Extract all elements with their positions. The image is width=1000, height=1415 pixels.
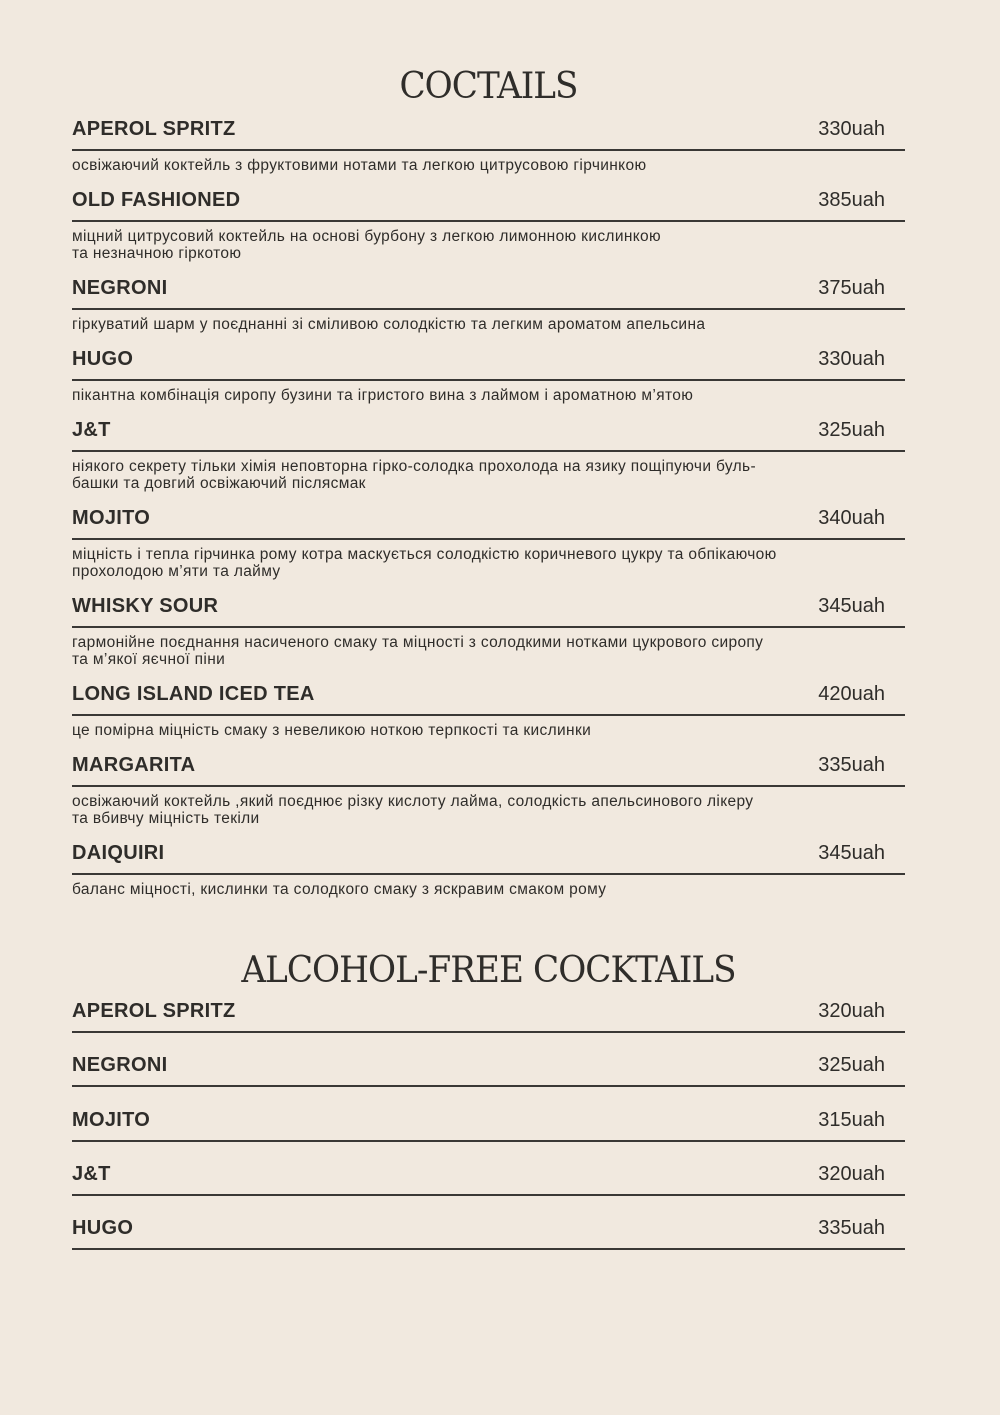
item-price: 320uah: [818, 1162, 885, 1185]
item-name: MOJITO: [72, 507, 151, 529]
menu-item: [72, 503, 905, 591]
alcohol-free-list: [72, 996, 905, 1267]
item-name: NEGRONI: [72, 1054, 168, 1077]
menu-item: [72, 415, 905, 503]
item-price: 320uah: [818, 1000, 885, 1022]
item-price: 325uah: [818, 419, 885, 441]
menu-item-row: [72, 344, 905, 381]
menu-item: [72, 114, 905, 185]
menu-item: [72, 679, 905, 750]
menu-item: [72, 1159, 905, 1213]
item-description: освіжаючий коктейль з фруктовими нотами та легкою цитрусовою гірчинкою: [72, 157, 647, 174]
item-name: DAIQUIRI: [72, 842, 165, 864]
item-name: APEROL SPRITZ: [72, 118, 236, 140]
item-name: HUGO: [72, 1217, 134, 1240]
menu-item-row: [72, 273, 905, 310]
item-name: NEGRONI: [72, 277, 168, 299]
menu-item-row: [72, 1050, 905, 1087]
item-description: міцний цитрусовий коктейль на основі бурбону з легкою лимонною кислинкою та незначною гіркотою: [72, 228, 661, 262]
item-price: 375uah: [818, 277, 885, 299]
menu-item-row: [72, 1213, 905, 1250]
item-price: 340uah: [818, 507, 885, 529]
menu-item: [72, 185, 905, 273]
menu-item-row: [72, 591, 905, 628]
menu-item: [72, 591, 905, 679]
item-description: міцність і тепла гірчинка рому котра маскується солодкістю коричневого цукру та обпікаючою прохолодою м’яти та лайму: [72, 546, 777, 580]
item-description: освіжаючий коктейль ,який поєднює різку кислоту лайма, солодкість апельсинового лікеру та вбивчу міцність текіли: [72, 793, 754, 827]
item-price: 315uah: [818, 1108, 885, 1131]
menu-item-row: [72, 1105, 905, 1142]
menu-item: [72, 1050, 905, 1104]
menu-item-row: [72, 503, 905, 540]
menu-item-row: [72, 185, 905, 222]
item-name: OLD FASHIONED: [72, 189, 241, 211]
item-name: WHISKY SOUR: [72, 595, 219, 617]
item-price: 330uah: [818, 348, 885, 370]
cocktails-section-title: COCTAILS: [399, 66, 578, 107]
item-price: 330uah: [818, 118, 885, 140]
menu-item-row: [72, 114, 905, 151]
item-name: MARGARITA: [72, 754, 196, 776]
menu-item-row: [72, 996, 905, 1033]
cocktails-list: [72, 114, 905, 909]
item-price: 345uah: [818, 595, 885, 617]
item-price: 420uah: [818, 683, 885, 705]
item-name: J&T: [72, 419, 111, 441]
menu-item: [72, 344, 905, 415]
item-description: баланс міцності, кислинки та солодкого смаку з яскравим смаком рому: [72, 881, 607, 898]
menu-item: [72, 838, 905, 909]
menu-item: [72, 996, 905, 1050]
item-name: J&T: [72, 1162, 111, 1185]
item-description: гіркуватий шарм у поєднанні зі сміливою солодкістю та легким ароматом апельсина: [72, 316, 706, 333]
menu-item-row: [72, 838, 905, 875]
item-description: гармонійне поєднання насиченого смаку та міцності з солодкими нотками цукрового сиропу та м’якої яєчної піни: [72, 634, 764, 668]
alcohol-free-section-title: ALCOHOL-FREE COCKTAILS: [241, 950, 736, 991]
menu-item-row: [72, 1159, 905, 1196]
item-name: HUGO: [72, 348, 134, 370]
item-price: 335uah: [818, 1217, 885, 1240]
menu-item: [72, 750, 905, 838]
item-price: 385uah: [818, 189, 885, 211]
item-name: LONG ISLAND ICED TEA: [72, 683, 315, 705]
item-name: MOJITO: [72, 1108, 151, 1131]
menu-item: [72, 273, 905, 344]
menu-item-row: [72, 679, 905, 716]
item-description: це помірна міцність смаку з невеликою ноткою терпкості та кислинки: [72, 722, 592, 739]
item-price: 335uah: [818, 754, 885, 776]
menu-item-row: [72, 750, 905, 787]
item-name: APEROL SPRITZ: [72, 1000, 236, 1022]
menu-item: [72, 1213, 905, 1267]
menu-item: [72, 1105, 905, 1159]
item-price: 325uah: [818, 1054, 885, 1077]
item-price: 345uah: [818, 842, 885, 864]
item-description: ніякого секрету тільки хімія неповторна гірко-солодка прохолода на язику пощіпуючи буль- башки та довгий освіжаючий післясмак: [72, 458, 756, 492]
menu-item-row: [72, 415, 905, 452]
item-description: пікантна комбінація сиропу бузини та ігристого вина з лаймом і ароматною м’ятою: [72, 387, 694, 404]
